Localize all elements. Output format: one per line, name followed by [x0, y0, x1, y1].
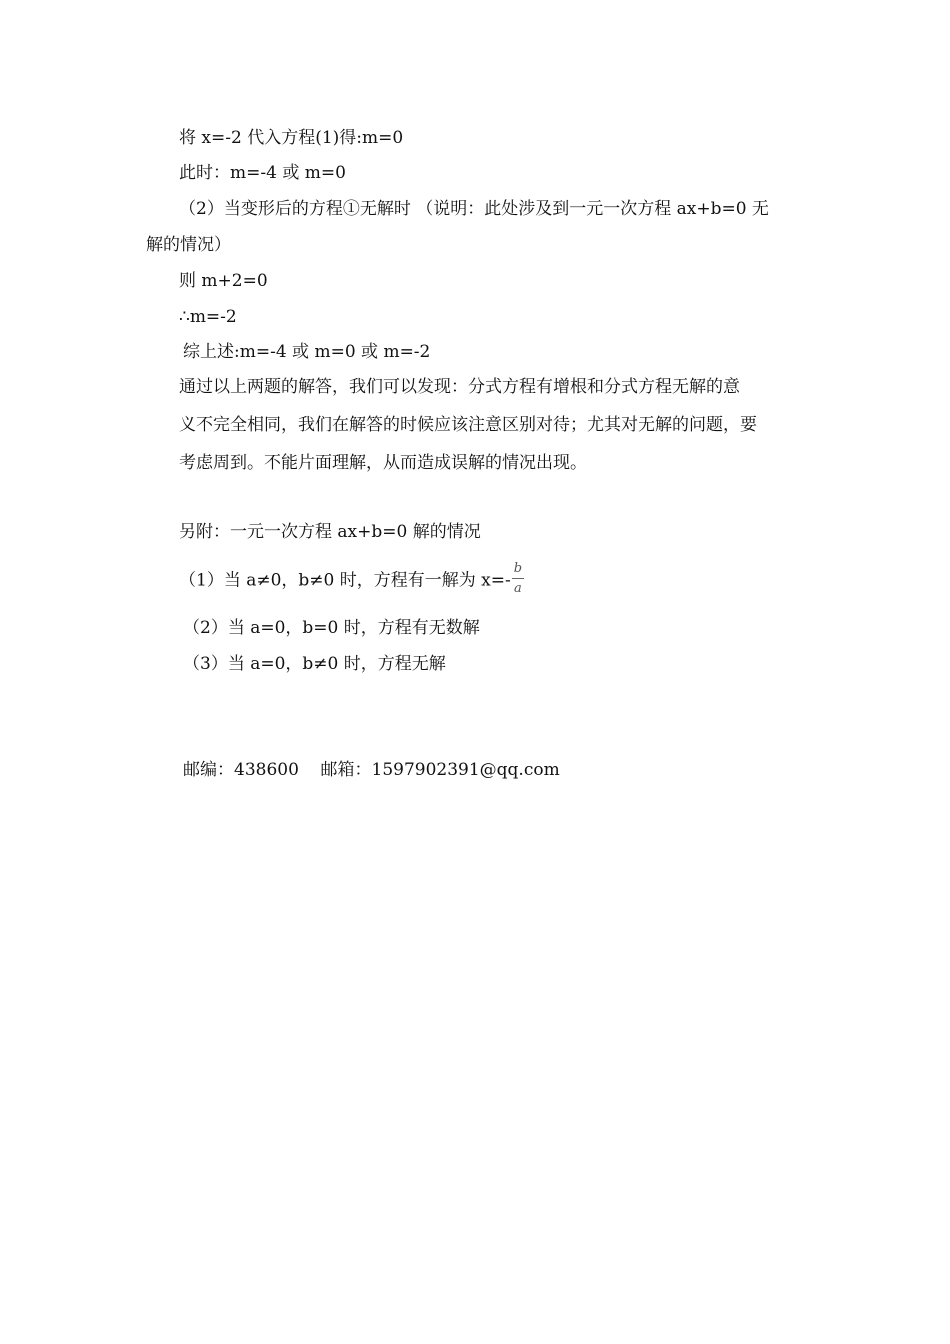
fraction-numerator: b [512, 562, 524, 579]
fraction-denominator: a [514, 581, 522, 596]
appendix-case-1 [179, 561, 524, 598]
line-summary: 综上述:m=-4 或 m=0 或 m=-2 [183, 342, 431, 362]
line-therefore: ∴m=-2 [179, 307, 237, 327]
conclusion-line-2: 义不完全相同，我们在解答的时候应该注意区别对待；尤其对无解的问题，要 [179, 415, 757, 435]
line-substitute: 将 x=-2 代入方程(1)得:m=0 [179, 128, 404, 148]
appendix-case-3: （3）当 a=0，b≠0 时，方程无解 [183, 654, 446, 674]
conclusion-line-1: 通过以上两题的解答，我们可以发现：分式方程有增根和分式方程无解的意 [179, 377, 740, 397]
fraction-b-over-a [512, 562, 524, 596]
line-case2-end: 解的情况） [146, 235, 231, 255]
conclusion-line-3: 考虑周到。不能片面理解，从而造成误解的情况出现。 [179, 453, 587, 473]
line-result: 此时：m=-4 或 m=0 [179, 163, 346, 183]
case1-text: （1）当 a≠0，b≠0 时，方程有一解为 x=- [179, 570, 511, 591]
contact-info: 邮编：438600 邮箱：1597902391@qq.com [183, 760, 560, 780]
line-case2-start: （2）当变形后的方程①无解时 （说明：此处涉及到一元一次方程 ax+b=0 无 [179, 199, 769, 219]
appendix-title: 另附：一元一次方程 ax+b=0 解的情况 [179, 522, 481, 542]
line-condition: 则 m+2=0 [179, 271, 268, 291]
appendix-case-2: （2）当 a=0，b=0 时，方程有无数解 [183, 618, 480, 638]
